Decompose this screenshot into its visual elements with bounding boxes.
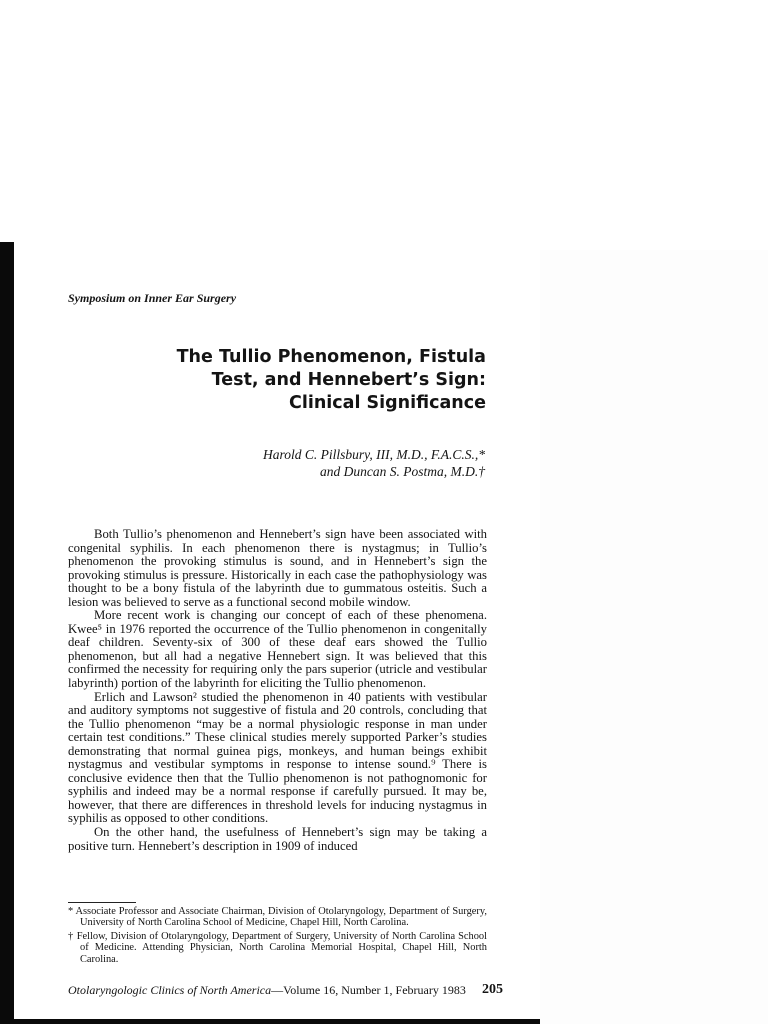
- page-number: 205: [482, 982, 503, 997]
- author-block: [263, 446, 485, 480]
- body-paragraph: Both Tullio’s phenomenon and Hennebert’s sign have been associated with congenital syphilis. In each phenomenon there is nystagmus; in Tullio’s phenomenon the provoking stimulus is sound, and in Hennebert’s sign the provoking stimulus is pressure. Historically in each case the pathophysiology was thought to be a bony fistula of the labyrinth due to gummatous osteitis. Such a lesion was believed to serve as a functional second mobile window.: [68, 527, 487, 609]
- journal-citation: —Volume 16, Number 1, February 1983: [271, 983, 466, 997]
- article-body: [68, 528, 487, 853]
- body-paragraph: More recent work is changing our concept of each of these phenomena. Kwee⁵ in 1976 reported the occurrence of the Tullio phenomenon in congenitally deaf children. Seventy-six of 300 of these deaf ears showed the Tullio phenomenon, but all had a negative Hennebert sign. It was believed that this confirmed the necessity for requiring only the pars superior (utricle and vestibular labyrinth) portion of the labyrinth for eliciting the Tullio phenomenon.: [68, 608, 487, 691]
- footnote-rule: [68, 902, 136, 903]
- author-line: Harold C. Pillsbury, III, M.D., F.A.C.S.,*: [263, 447, 485, 462]
- symposium-kicker: Symposium on Inner Ear Surgery: [68, 291, 237, 305]
- scan-edge-bottom: [0, 1019, 540, 1024]
- footnotes: [68, 906, 487, 967]
- body-paragraph: Erlich and Lawson² studied the phenomenon in 40 patients with vestibular and auditory symptoms not suggestive of fistula and 20 controls, concluding that the Tullio phenomenon “may be a normal physiologic response in man under certain test conditions.” These clinical studies merely supported Parker’s studies demonstrating that normal guinea pigs, monkeys, and human beings exhibit nystagmus and vestibular symptoms in response to intense sound.⁹ There is conclusive evidence then that the Tullio phenomenon is not pathognomonic for syphilis and indeed may be a normal response if carefully pursued. It may be, however, that there are differences in threshold levels for inducing nystagmus in syphilis as opposed to other conditions.: [68, 689, 487, 826]
- scan-edge-left: [0, 242, 14, 1024]
- running-footer: [68, 983, 508, 998]
- footnote-affiliation: † Fellow, Division of Otolaryngology, Department of Surgery, University of North Carolina School of Medicine. Attending Physician, North Carolina Memorial Hospital, Chapel Hill, North Carolina.: [68, 930, 487, 965]
- title-line: Clinical Significance: [288, 393, 486, 413]
- footnote-affiliation: * Associate Professor and Associate Chairman, Division of Otolaryngology, Department of Surgery, University of North Carolina School of Medicine, Chapel Hill, North Carolina.: [68, 906, 487, 929]
- author-line: and Duncan S. Postma, M.D.†: [320, 464, 485, 479]
- journal-name: Otolaryngologic Clinics of North America: [68, 983, 272, 997]
- scan-shade: [540, 250, 768, 1024]
- article-title: [177, 346, 486, 415]
- title-line: The Tullio Phenomenon, Fistula: [176, 347, 486, 367]
- body-paragraph: On the other hand, the usefulness of Hennebert’s sign may be taking a positive turn. Hennebert’s description in 1909 of induced: [68, 825, 487, 853]
- title-line: Test, and Hennebert’s Sign:: [211, 370, 486, 390]
